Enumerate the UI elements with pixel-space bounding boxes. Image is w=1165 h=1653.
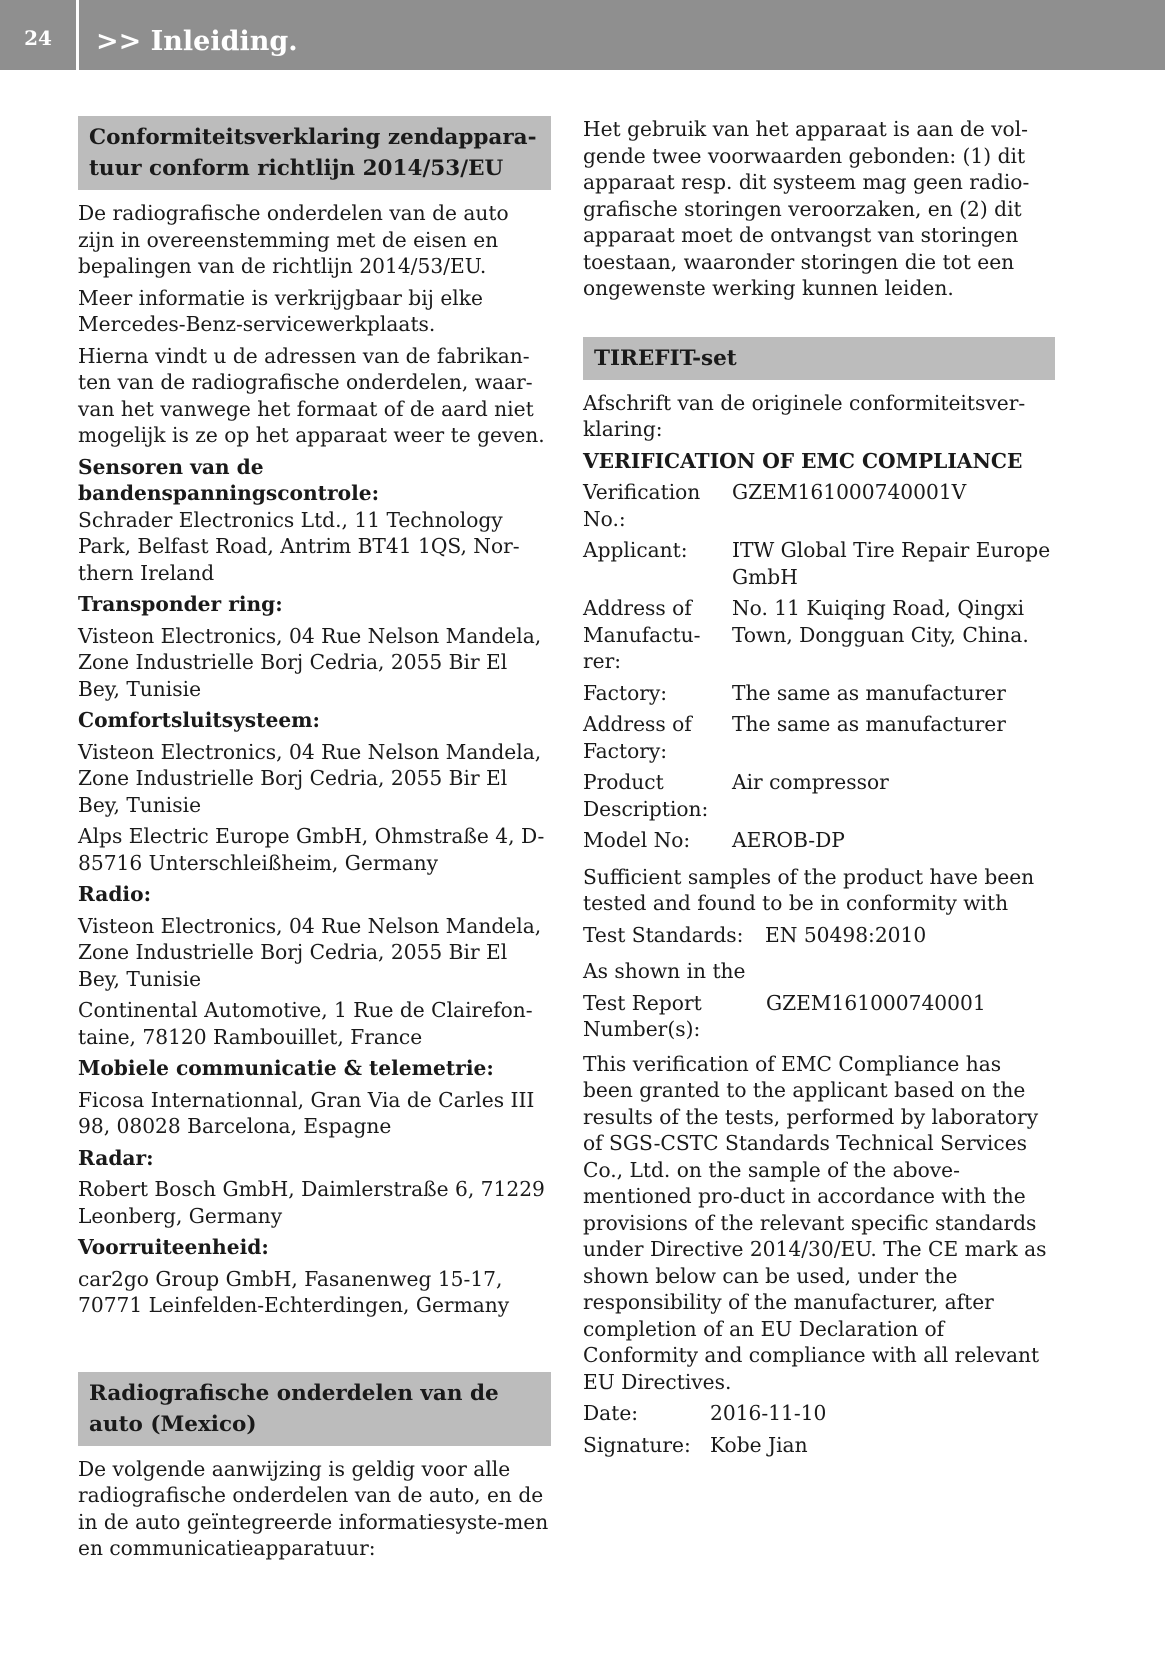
- field-row: [583, 827, 1055, 854]
- date-row: [583, 1400, 1055, 1427]
- field-label: Address of Manufactu-rer:: [583, 596, 701, 673]
- address-text: car2go Group GmbH, Fasanenweg 15-17, 70771 Leinfelden-Echterdingen, Germany: [78, 1266, 510, 1317]
- field-row: [583, 595, 1055, 675]
- section-heading-conformity: Conformiteitsverklaring zendappara-tuur conform richtlijn 2014/53/EU: [78, 116, 551, 190]
- field-row: [583, 537, 1055, 590]
- paragraph: De radiografische onderdelen van de auto zijn in overeenstemming met de eisen en bepalingen van de richtlijn 2014/53/EU.: [78, 201, 509, 278]
- field-row: [583, 479, 1055, 532]
- address-text: Alps Electric Europe GmbH, Ohmstraße 4, D-85716 Unterschleißheim, Germany: [78, 824, 545, 875]
- field-value: No. 11 Kuiqing Road, Qingxi Town, Dongguan City, China.: [732, 596, 1029, 647]
- section-heading-mexico: Radiografische onderdelen van de auto (Mexico): [78, 1372, 551, 1446]
- paragraph: As shown in the: [583, 959, 746, 983]
- field-label: Test Standards:: [583, 922, 744, 947]
- paragraph: This verification of EMC Compliance has been granted to the applicant based on the results of the tests, performed by laboratory of SGS-CSTC Standards Technical Services Co., Ltd. on the sample of the above-mentioned pro-duct in accordance with the provisions of the relevant specific standards under Directive 2014/30/EU. The CE mark as shown below can be used, under the responsibility of the manufacturer, after completion of an EU Declaration of Conformity and compliance with all relevant EU Directives.: [583, 1051, 1047, 1394]
- label-mobile: Mobiele communicatie & telemetrie:: [78, 1056, 494, 1080]
- test-report-row: [583, 990, 1055, 1043]
- field-label: Verification No.:: [583, 480, 701, 531]
- field-label: Model No:: [583, 828, 691, 852]
- signature-row: [583, 1432, 1055, 1459]
- paragraph: Sufficient samples of the product have been tested and found to be in conformity with: [583, 864, 1035, 915]
- field-label: Applicant:: [583, 538, 688, 562]
- address-text: Continental Automotive, 1 Rue de Clairefon-taine, 78120 Rambouillet, France: [78, 998, 533, 1049]
- label-radar: Radar:: [78, 1145, 154, 1170]
- label-windshield: Voorruiteenheid:: [78, 1235, 269, 1259]
- field-row: [583, 769, 1055, 822]
- right-column: [583, 116, 1055, 1463]
- left-column: [78, 116, 551, 1567]
- field-value: Air compressor: [732, 770, 889, 794]
- paragraph: Afschrift van de originele conformiteitsver-klaring:: [583, 390, 1026, 441]
- address-text: Schrader Electronics Ltd., 11 Technology Park, Belfast Road, Antrim BT41 1QS, Nor-thern Ireland: [78, 507, 520, 585]
- paragraph: De volgende aanwijzing is geldig voor alle radiografische onderdelen van de auto, en de in de auto geïntegreerde informatiesyste-men en communicatieapparatuur:: [78, 1456, 549, 1560]
- address-text: Robert Bosch GmbH, Daimlerstraße 6, 71229 Leonberg, Germany: [78, 1177, 545, 1228]
- field-value: The same as manufacturer: [732, 680, 1006, 705]
- paragraph: Meer informatie is verkrijgbaar bij elke Mercedes-Benz-servicewerkplaats.: [78, 285, 483, 336]
- address-text: Visteon Electronics, 04 Rue Nelson Mandela, Zone Industrielle Borj Cedria, 2055 Bir El Bey, Tunisie: [78, 739, 542, 817]
- paragraph: Het gebruik van het apparaat is aan de vol-gende twee voorwaarden gebonden: (1) dit apparaat resp. dit systeem mag geen radio-grafische storingen veroorzaken, en (2) dit apparaat moet de ontvangst van storingen toestaan, waaronder storingen die tot een ongewenste werking kunnen leiden.: [583, 117, 1030, 300]
- field-value: The same as manufacturer: [732, 712, 1006, 736]
- field-row: [583, 711, 1055, 764]
- test-standards-row: [583, 922, 1055, 949]
- field-value: GZEM161000740001V: [732, 480, 967, 504]
- paragraph: Hierna vindt u de adressen van de fabrikan-ten van de radiografische onderdelen, waar-van het vanwege het formaat of de aard niet mogelijk is ze op het apparaat weer te geven.: [78, 343, 545, 447]
- label-sensors: Sensoren van de bandenspanningscontrole:: [78, 454, 380, 505]
- chapter-title: >> Inleiding.: [96, 26, 298, 57]
- label-transponder: Transponder ring:: [78, 592, 283, 616]
- label-radio: Radio:: [78, 882, 152, 906]
- address-text: Visteon Electronics, 04 Rue Nelson Mandela, Zone Industrielle Borj Cedria, 2055 Bir El Bey, Tunisie: [78, 623, 542, 701]
- field-label: Address of Factory:: [583, 712, 692, 763]
- section-heading-tirefit: TIREFIT-set: [583, 337, 1055, 380]
- field-label: Signature:: [583, 1432, 691, 1457]
- field-label: Date:: [583, 1401, 639, 1425]
- field-value: ITW Global Tire Repair Europe GmbH: [732, 538, 1051, 589]
- field-label: Test Report Number(s):: [583, 990, 702, 1041]
- field-value: 2016-11-10: [710, 1401, 827, 1425]
- address-text: Ficosa Internationnal, Gran Via de Carles III 98, 08028 Barcelona, Espagne: [78, 1087, 535, 1138]
- field-row: [583, 680, 1055, 707]
- field-value: Kobe Jian: [710, 1432, 808, 1457]
- emc-title: VERIFICATION OF EMC COMPLIANCE: [583, 448, 1023, 473]
- field-value: GZEM161000740001: [766, 990, 986, 1015]
- field-value: EN 50498:2010: [765, 922, 927, 947]
- field-value: AEROB-DP: [732, 828, 845, 852]
- label-comfort: Comfortsluitsysteem:: [78, 708, 320, 732]
- field-label: Factory:: [583, 680, 668, 705]
- header-divider: [76, 0, 79, 70]
- address-text: Visteon Electronics, 04 Rue Nelson Mandela, Zone Industrielle Borj Cedria, 2055 Bir El Bey, Tunisie: [78, 913, 542, 991]
- page-number: 24: [24, 26, 52, 50]
- field-label: Product Description:: [583, 770, 709, 821]
- page-header: [0, 0, 1165, 70]
